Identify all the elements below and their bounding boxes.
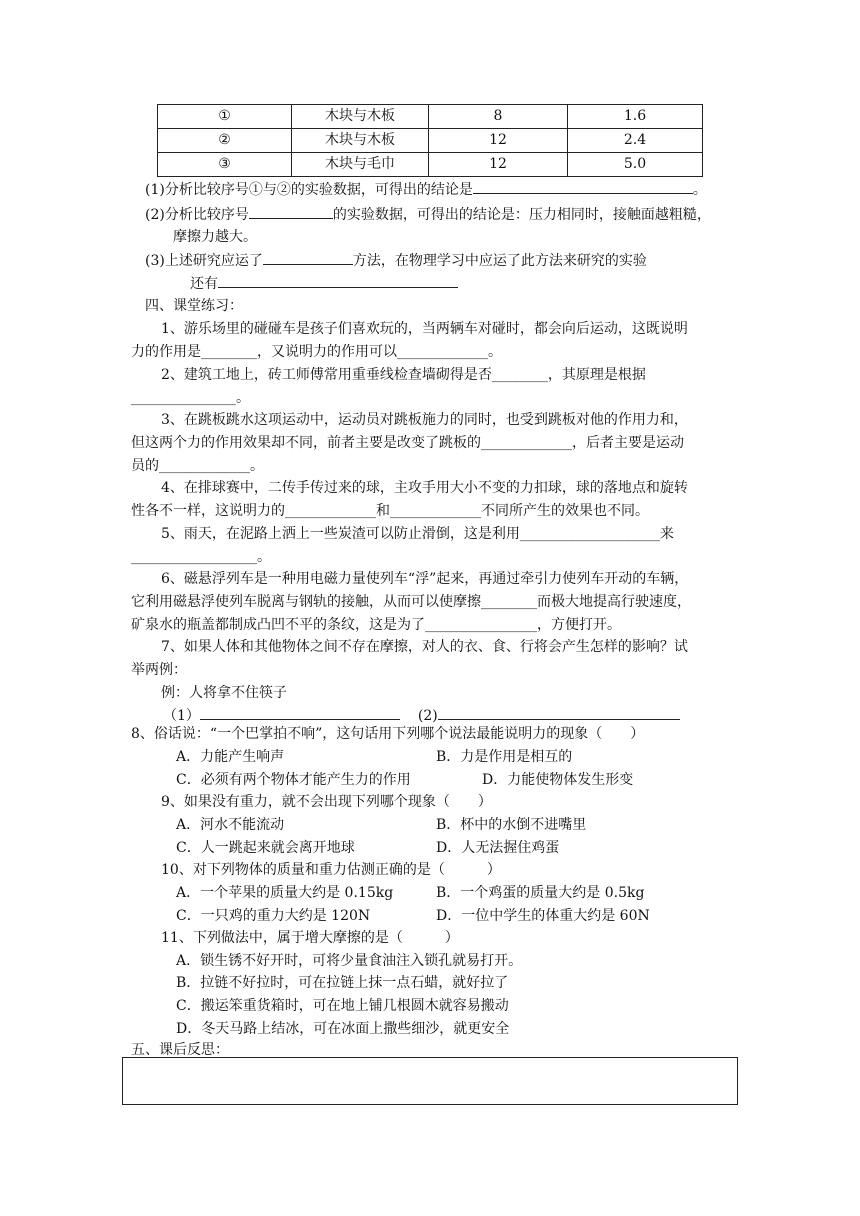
analysis-q2-cont: 摩擦力越大。 [173, 229, 257, 245]
analysis-q3-text-b: 方法，在物理学习中应运了此方法来研究的实验 [352, 253, 647, 269]
answer-blank[interactable] [249, 204, 333, 219]
q10-option-d[interactable]: D．一位中学生的体重大约是 60N [436, 908, 650, 924]
analysis-q2-text-b: 的实验数据，可得出的结论是：压力相同时，接触面越粗糙， [332, 207, 711, 223]
exercise-6-line-2: 它利用磁悬浮使列车脱离与钢轨的接触，从而可以使摩擦________而极大地提高行驶速度， [131, 594, 691, 610]
question-11: 11、下列做法中，属于增大摩擦的是（ ） [161, 930, 459, 946]
reflection-box[interactable] [122, 1057, 738, 1105]
q11-option-c[interactable]: C．搬运笨重货箱时，可在地上铺几根圆木就容易搬动 [176, 998, 509, 1014]
row-number-cell: ② [158, 129, 292, 153]
question-9: 9、如果没有重力，就不会出现下列哪个现象（ ） [161, 794, 492, 810]
row-number-cell: ① [158, 105, 292, 129]
q8-option-a[interactable]: A．力能产生响声 [176, 749, 285, 765]
answer-2-blank[interactable] [438, 705, 680, 720]
row-number-cell: ③ [158, 153, 292, 177]
friction-cell: 2.4 [568, 129, 703, 153]
q9-option-d[interactable]: D．人无法握住鸡蛋 [436, 840, 560, 856]
exercise-7-answers [163, 705, 680, 726]
analysis-q3 [145, 250, 647, 271]
analysis-q3-cont [190, 273, 458, 294]
table-row [158, 153, 703, 177]
analysis-q2 [145, 204, 711, 225]
answer-blank[interactable] [218, 273, 458, 288]
exercise-4-line-1: 4、在排球赛中，二传手传过来的球，主攻手用大小不变的力扣球，球的落地点和旋转 [161, 480, 688, 496]
exercise-4-line-2: 性各不一样，这说明力的_____________和_____________不同所产生的效果也不同。 [131, 503, 649, 519]
pressure-cell: 8 [429, 105, 568, 129]
q11-option-b[interactable]: B．拉链不好拉时，可在拉链上抹一点石蜡，就好拉了 [176, 975, 509, 991]
section-4-heading: 四、课堂练习： [145, 298, 243, 314]
q9-option-c[interactable]: C．人一跳起来就会离开地球 [176, 840, 355, 856]
answer-blank[interactable] [263, 250, 353, 265]
surface-cell: 木块与毛巾 [292, 153, 429, 177]
exercise-1-line-1: 1、游乐场里的碰碰车是孩子们喜欢玩的，当两辆车对碰时，都会向后运动，这既说明 [161, 321, 688, 337]
exercise-5-line-2: __________________。 [131, 549, 271, 565]
exercise-3-line-3: 员的_____________。 [131, 458, 264, 474]
answer-blank[interactable] [473, 179, 693, 194]
exercise-3-line-2: 但这两个力的作用效果却不同，前者主要是改变了跳板的_____________，后者主要是运动 [131, 435, 684, 451]
analysis-q1-end: 。 [692, 182, 707, 198]
exercise-5-line-1: 5、雨天，在泥路上洒上一些炭渣可以防止滑倒，这是利用____________________来 [161, 526, 674, 542]
table-row [158, 129, 703, 153]
exercise-1-line-2: 力的作用是________，又说明力的作用可以_____________。 [131, 344, 502, 360]
q11-option-a[interactable]: A．锁生锈不好开时，可将少量食油注入锁孔就易打开。 [176, 953, 523, 969]
answer-2-label: (2) [417, 708, 438, 724]
exercise-7-line-2: 举两例： [131, 662, 187, 678]
analysis-q3-text-a: (3)上述研究应运了 [145, 253, 263, 269]
q8-option-c[interactable]: C．必须有两个物体才能产生力的作用 [176, 772, 411, 788]
experiment-table [157, 104, 703, 177]
section-5-heading: 五、课后反思： [131, 1042, 229, 1058]
answer-1-label: （1） [163, 708, 200, 724]
answer-1-blank[interactable] [200, 705, 400, 720]
friction-cell: 5.0 [568, 153, 703, 177]
q11-option-d[interactable]: D．冬天马路上结冰，可在冰面上撒些细沙，就更安全 [176, 1021, 510, 1037]
question-10: 10、对下列物体的质量和重力估测正确的是（ ） [161, 862, 501, 878]
q8-option-b[interactable]: B．力是作用是相互的 [436, 749, 573, 765]
table-row [158, 105, 703, 129]
q8-option-d[interactable]: D．力能使物体发生形变 [482, 772, 634, 788]
analysis-q1-text: (1)分析比较序号①与②的实验数据，可得出的结论是 [145, 182, 473, 198]
friction-cell: 1.6 [568, 105, 703, 129]
q10-option-a[interactable]: A．一个苹果的质量大约是 0.15kg [176, 885, 394, 901]
q9-option-a[interactable]: A．河水不能流动 [176, 817, 285, 833]
exercise-7-line-1: 7、如果人体和其他物体之间不存在摩擦，对人的衣、食、行将会产生怎样的影响？试 [161, 639, 688, 655]
surface-cell: 木块与木板 [292, 129, 429, 153]
q9-option-b[interactable]: B．杯中的水倒不进嘴里 [436, 817, 587, 833]
surface-cell: 木块与木板 [292, 105, 429, 129]
exercise-3-line-1: 3、在跳板跳水这项运动中，运动员对跳板施力的同时，也受到跳板对他的作用力和， [161, 412, 688, 428]
exercise-6-line-1: 6、磁悬浮列车是一种用电磁力量使列车“浮”起来，再通过牵引力使列车开动的车辆， [161, 571, 689, 587]
q10-option-c[interactable]: C．一只鸡的重力大约是 120N [176, 908, 371, 924]
exercise-2-line-1: 2、建筑工地上，砖工师傅常用重垂线检查墙砌得是否________，其原理是根据 [161, 367, 646, 383]
q10-option-b[interactable]: B．一个鸡蛋的质量大约是 0.5kg [436, 885, 645, 901]
exercise-7-example: 例：人将拿不住筷子 [161, 685, 287, 701]
analysis-q3-text-c: 还有 [190, 276, 218, 292]
analysis-q2-text-a: (2)分析比较序号 [145, 207, 249, 223]
pressure-cell: 12 [429, 153, 568, 177]
exercise-2-line-2: _______________。 [131, 390, 250, 406]
analysis-q1 [145, 179, 707, 200]
pressure-cell: 12 [429, 129, 568, 153]
exercise-6-line-3: 矿泉水的瓶盖都制成凸凹不平的条纹，这是为了________________，方便打开。 [131, 617, 621, 633]
question-8: 8、俗话说：“一个巴掌拍不响”，这句话用下列哪个说法最能说明力的现象（ ） [131, 726, 645, 742]
